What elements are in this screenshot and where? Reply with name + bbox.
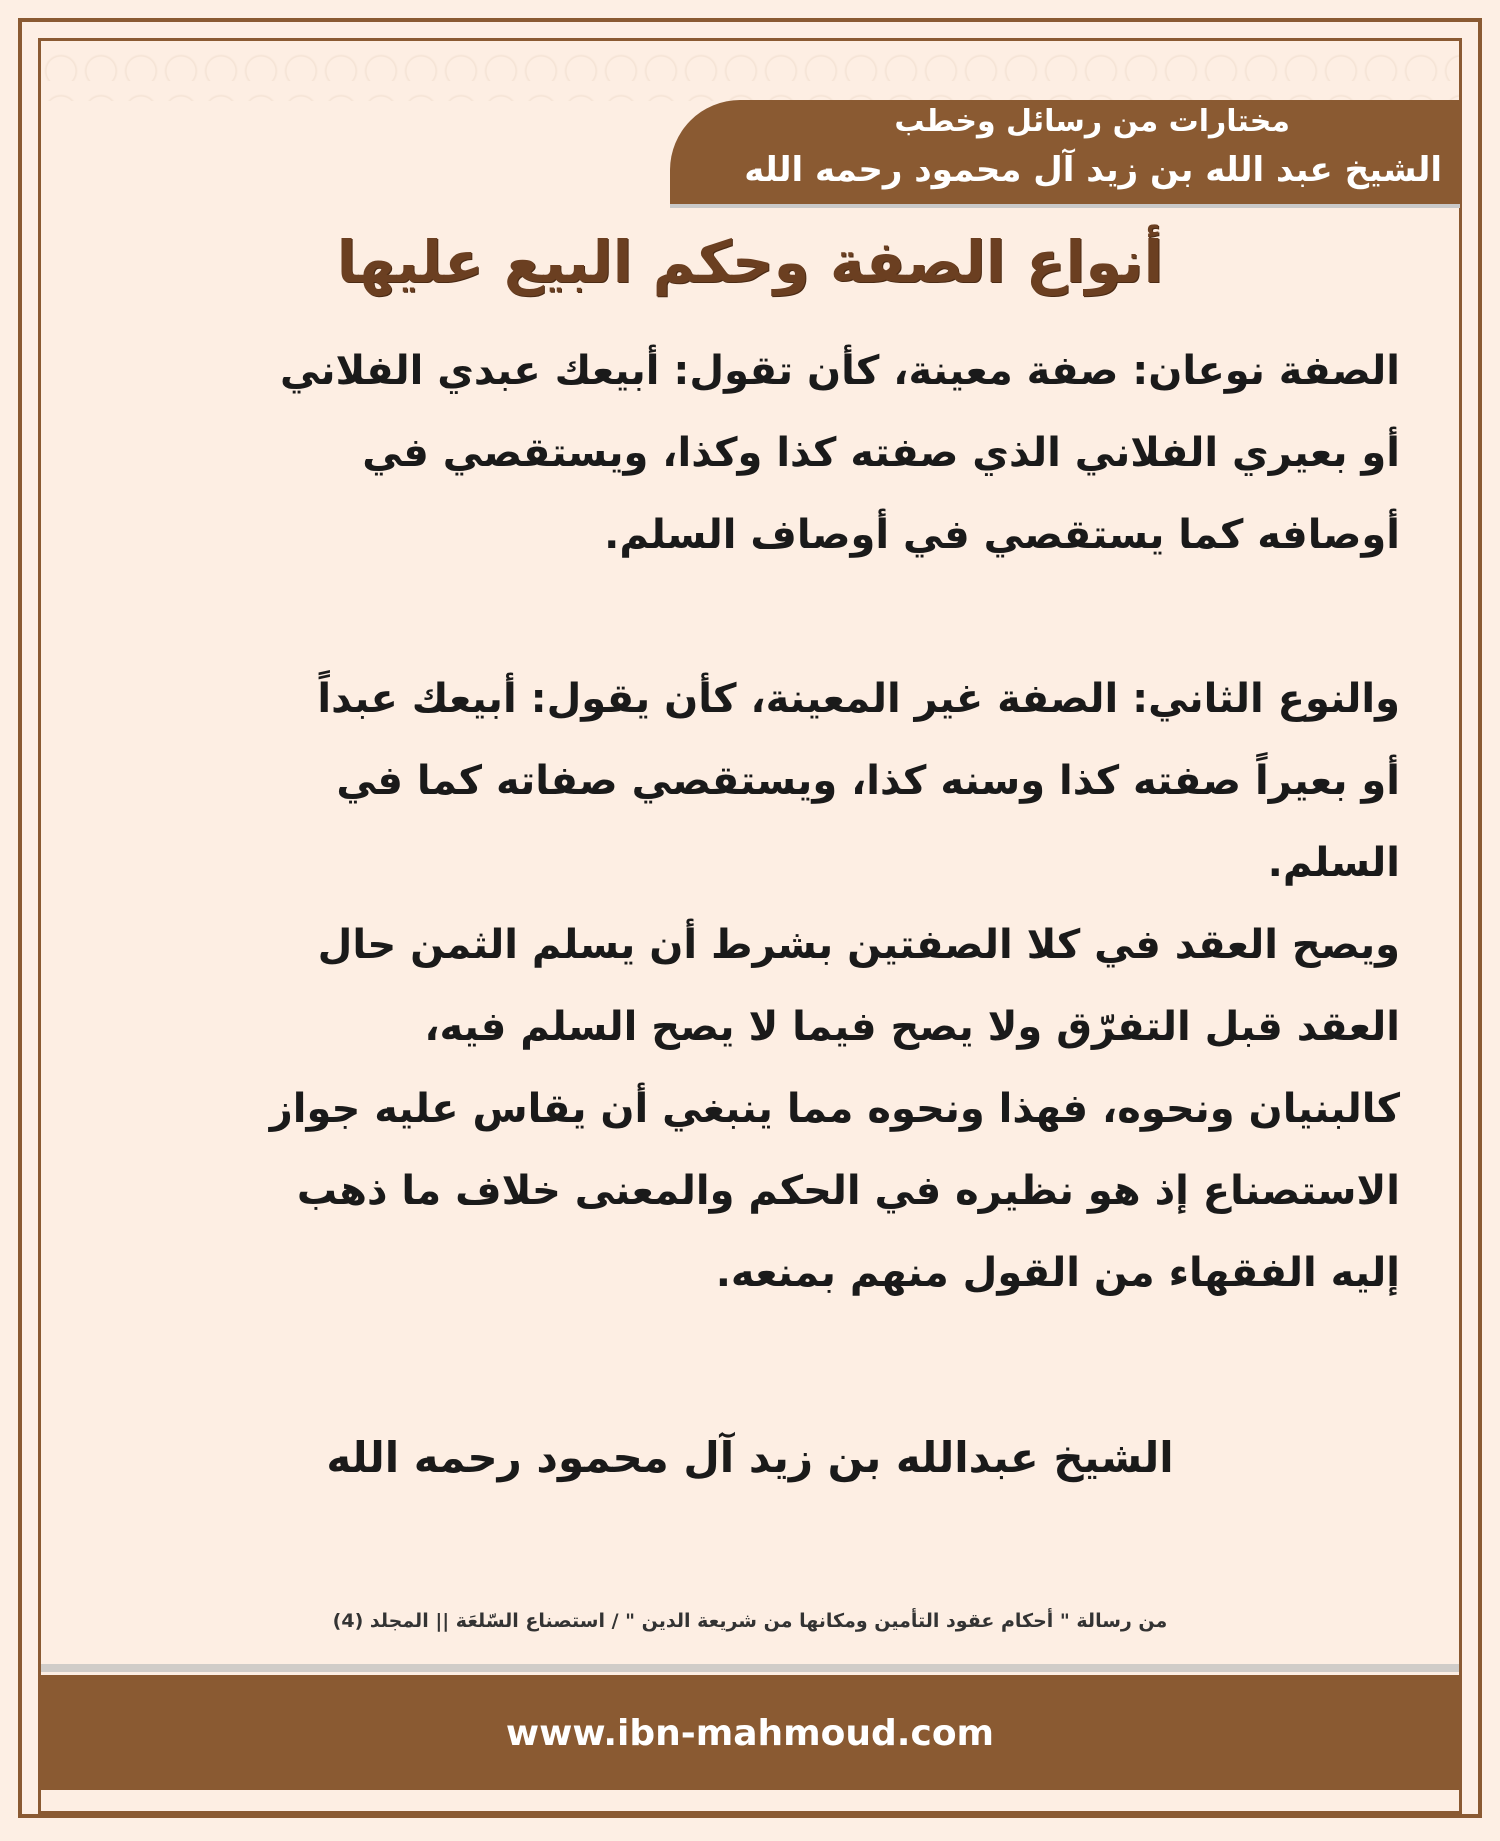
header-series-title: مختارات من رسائل وخطب bbox=[894, 104, 1290, 139]
body-line: ويصح العقد في كلا الصفتين بشرط أن يسلم الثمن حال bbox=[317, 922, 1400, 968]
header-author: الشيخ عبد الله بن زيد آل محمود رحمه الله bbox=[744, 150, 1442, 190]
body-line: أو بعيري الفلاني الذي صفته كذا وكذا، ويستقصي في bbox=[362, 430, 1400, 476]
body-text bbox=[110, 330, 1400, 1314]
website-link[interactable]: www.ibn-mahmoud.com bbox=[505, 1713, 995, 1754]
page-title: أنواع الصفة وحكم البيع عليها bbox=[336, 228, 1164, 296]
body-line: والنوع الثاني: الصفة غير المعينة، كأن يقول: أبيعك عبداً bbox=[317, 676, 1400, 722]
body-line: أو بعيراً صفته كذا وسنه كذا، ويستقصي صفاته كما في bbox=[336, 758, 1400, 804]
body-line: الاستصناع إذ هو نظيره في الحكم والمعنى خلاف ما ذهب bbox=[296, 1168, 1400, 1214]
decorative-pattern bbox=[41, 41, 1459, 101]
source-citation: من رسالة " أحكام عقود التأمين ومكانها من شريعة الدين " / استصناع السّلعَة || المجلد (4) bbox=[332, 1610, 1168, 1632]
body-line: أوصافه كما يستقصي في أوصاف السلم. bbox=[604, 512, 1400, 558]
body-line: كالبنيان ونحوه، فهذا ونحوه مما ينبغي أن يقاس عليه جواز bbox=[269, 1086, 1400, 1132]
body-line: السلم. bbox=[1267, 840, 1400, 886]
author-signature: الشيخ عبدالله بن زيد آل محمود رحمه الله bbox=[326, 1433, 1174, 1482]
body-line: الصفة نوعان: صفة معينة، كأن تقول: أبيعك عبدي الفلاني bbox=[279, 348, 1400, 394]
body-line: إليه الفقهاء من القول منهم بمنعه. bbox=[715, 1250, 1400, 1296]
body-line: العقد قبل التفرّق ولا يصح فيما لا يصح السلم فيه، bbox=[424, 1004, 1400, 1050]
footer-divider bbox=[41, 1664, 1459, 1672]
blank-line bbox=[110, 576, 1400, 658]
